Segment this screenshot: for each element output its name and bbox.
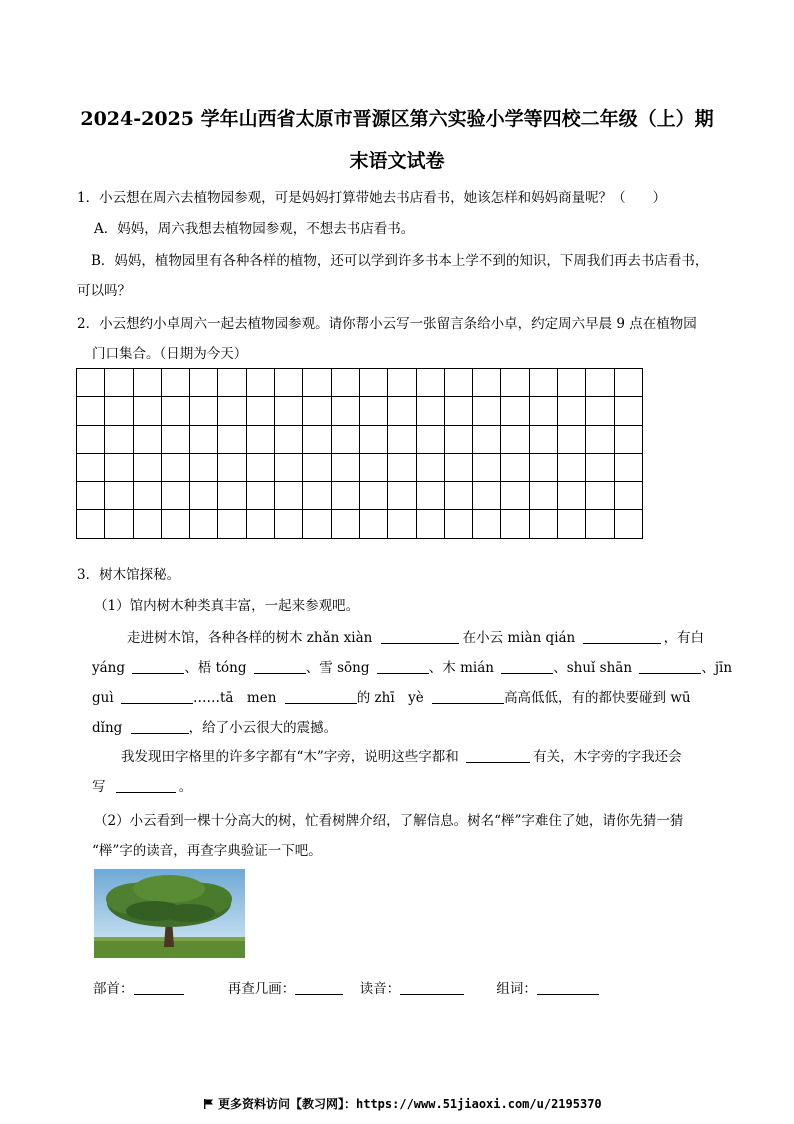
grid-cell[interactable] (359, 369, 387, 397)
grid-cell[interactable] (218, 510, 246, 538)
zuci-blank[interactable] (537, 980, 599, 995)
grid-cell[interactable] (303, 453, 331, 481)
grid-cell[interactable] (190, 425, 218, 453)
grid-cell[interactable] (558, 369, 586, 397)
q1-option-a: A．妈妈，周六我想去植物园参观，不想去书店看书。 (94, 221, 415, 237)
text-segment: guì (92, 690, 114, 706)
answer-blank[interactable] (131, 719, 189, 734)
grid-cell[interactable] (275, 510, 303, 538)
grid-cell[interactable] (77, 369, 105, 397)
grid-cell[interactable] (614, 425, 642, 453)
grid-cell[interactable] (586, 510, 614, 538)
answer-blank[interactable] (583, 629, 661, 644)
grid-cell[interactable] (529, 453, 557, 481)
grid-cell[interactable] (614, 510, 642, 538)
footer[interactable] (204, 1095, 602, 1112)
answer-blank[interactable] (132, 659, 184, 674)
grid-cell[interactable] (190, 397, 218, 425)
bushou-blank[interactable] (134, 980, 184, 995)
grid-cell[interactable] (388, 397, 416, 425)
grid-cell[interactable] (161, 453, 189, 481)
grid-cell[interactable] (133, 425, 161, 453)
text-segment: yáng (92, 660, 126, 676)
grid-cell[interactable] (303, 510, 331, 538)
grid-cell[interactable] (133, 453, 161, 481)
answer-blank[interactable] (121, 689, 193, 704)
grid-row (77, 510, 643, 538)
grid-row (77, 425, 643, 453)
q3-para-line3 (92, 686, 691, 706)
q3-part1-title: （1）馆内树木种类真丰富，一起来参观吧。 (94, 598, 360, 614)
q1-option-b-line2: 可以吗？ (77, 283, 131, 299)
flag-icon (204, 1099, 214, 1109)
grid-cell[interactable] (416, 397, 444, 425)
grid-cell[interactable] (331, 425, 359, 453)
grid-cell[interactable] (529, 397, 557, 425)
grid-cell[interactable] (444, 510, 472, 538)
q3-answer-row (93, 977, 599, 997)
bushou-label: 部首： (93, 981, 134, 997)
answer-blank[interactable] (377, 659, 429, 674)
grid-cell[interactable] (444, 397, 472, 425)
grid-cell[interactable] (303, 425, 331, 453)
grid-cell[interactable] (105, 369, 133, 397)
grid-cell[interactable] (77, 425, 105, 453)
grid-cell[interactable] (105, 397, 133, 425)
grid-cell[interactable] (586, 397, 614, 425)
grid-cell[interactable] (359, 397, 387, 425)
text-segment: 、梧 tóng (184, 660, 247, 676)
q3-part2-line2: “榉”字的读音，再查字典验证一下吧。 (92, 843, 322, 859)
grid-cell[interactable] (388, 453, 416, 481)
grid-cell[interactable] (246, 397, 274, 425)
grid-cell[interactable] (331, 397, 359, 425)
grid-cell[interactable] (303, 482, 331, 510)
text-segment: 高高低低，有的都快要碰到 wū (504, 690, 691, 706)
duyin-label: 读音： (359, 981, 401, 997)
text-segment: ，有白 (663, 630, 705, 646)
grid-cell[interactable] (190, 453, 218, 481)
writing-grid[interactable] (76, 368, 643, 539)
grid-cell[interactable] (473, 369, 501, 397)
text-segment: ……tā men (192, 690, 277, 706)
grid-cell[interactable] (133, 397, 161, 425)
grid-cell[interactable] (275, 453, 303, 481)
grid-cell[interactable] (529, 482, 557, 510)
grid-cell[interactable] (388, 482, 416, 510)
grid-cell[interactable] (416, 425, 444, 453)
grid-cell[interactable] (246, 510, 274, 538)
grid-row (77, 453, 643, 481)
grid-cell[interactable] (77, 510, 105, 538)
grid-cell[interactable] (444, 369, 472, 397)
grid-cell[interactable] (529, 510, 557, 538)
grid-cell[interactable] (359, 453, 387, 481)
grid-cell[interactable] (246, 482, 274, 510)
grid-cell[interactable] (331, 369, 359, 397)
grid-row (77, 397, 643, 425)
text-segment: 、shuǐ shān (553, 660, 633, 676)
q2-stem-line2: 门口集合。（日期为今天） (92, 346, 248, 362)
grid-cell[interactable] (558, 425, 586, 453)
text-segment: 写 (92, 779, 106, 795)
grid-cell[interactable] (303, 369, 331, 397)
text-segment: 走进树木馆，各种各样的树木 zhǎn xiàn (127, 630, 373, 646)
grid-cell[interactable] (246, 453, 274, 481)
grid-cell[interactable] (473, 453, 501, 481)
grid-cell[interactable] (275, 425, 303, 453)
grid-cell[interactable] (275, 482, 303, 510)
grid-cell[interactable] (501, 482, 529, 510)
text-segment: ，给了小云很大的震撼。 (188, 720, 338, 736)
grid-cell[interactable] (501, 453, 529, 481)
duyin-blank[interactable] (400, 980, 464, 995)
grid-cell[interactable] (331, 482, 359, 510)
text-segment: 、jīn (701, 660, 733, 676)
grid-cell[interactable] (190, 369, 218, 397)
exam-title-line2: 末语文试卷 (349, 150, 445, 172)
grid-cell[interactable] (303, 397, 331, 425)
grid-cell[interactable] (501, 369, 529, 397)
grid-cell[interactable] (246, 369, 274, 397)
q2-stem-line1: 2．小云想约小卓周六一起去植物园参观。请你帮小云写一张留言条给小卓，约定周六早晨 9 点在植物园 (77, 316, 697, 332)
exam-title-line1: 2024-2025 学年山西省太原市晋源区第六实验小学等四校二年级（上）期 (80, 108, 714, 130)
grid-cell[interactable] (473, 425, 501, 453)
footer-link-text[interactable]: 更多资料访问【教习网】：https://www.51jiaoxi.com/u/2195370 (218, 1097, 602, 1111)
grid-cell[interactable] (614, 482, 642, 510)
text-segment: 的 zhī yè (356, 690, 424, 706)
text-segment: 、雪 sōng (305, 660, 370, 676)
grid-cell[interactable] (388, 369, 416, 397)
grid-cell[interactable] (416, 453, 444, 481)
answer-blank[interactable] (501, 659, 553, 674)
grid-cell[interactable] (161, 397, 189, 425)
grid-cell[interactable] (190, 510, 218, 538)
grid-cell[interactable] (133, 482, 161, 510)
zuci-label: 组词： (496, 981, 537, 997)
grid-cell[interactable] (444, 425, 472, 453)
q3-para-line2 (92, 656, 732, 676)
grid-cell[interactable] (558, 453, 586, 481)
grid-cell[interactable] (558, 482, 586, 510)
grid-cell[interactable] (586, 369, 614, 397)
grid-cell[interactable] (77, 453, 105, 481)
grid-cell[interactable] (444, 453, 472, 481)
grid-cell[interactable] (331, 510, 359, 538)
grid-cell[interactable] (501, 425, 529, 453)
grid-cell[interactable] (161, 482, 189, 510)
grid-cell[interactable] (218, 453, 246, 481)
grid-cell[interactable] (473, 510, 501, 538)
grid-cell[interactable] (331, 453, 359, 481)
grid-cell[interactable] (586, 425, 614, 453)
text-segment: 有关，木字旁的字我还会 (533, 749, 682, 765)
q1-stem: 1．小云想在周六去植物园参观，可是妈妈打算带她去书店看书，她该怎样和妈妈商量呢？（ ） (77, 190, 667, 206)
grid-cell[interactable] (416, 510, 444, 538)
zaicha-label: 再查几画： (227, 981, 296, 997)
grid-cell[interactable] (586, 453, 614, 481)
grid-cell[interactable] (388, 510, 416, 538)
grid-cell[interactable] (473, 482, 501, 510)
q1-option-b-line1: B．妈妈，植物园里有各种各样的植物，还可以学到许多书本上学不到的知识，下周我们再去书店看书， (91, 253, 709, 269)
text-segment: 、木 mián (428, 660, 494, 676)
q3-para-line1 (127, 626, 704, 646)
grid-cell[interactable] (105, 482, 133, 510)
answer-blank[interactable] (381, 629, 459, 644)
q3-para-line4 (92, 716, 337, 736)
grid-cell[interactable] (586, 482, 614, 510)
tree-image (94, 869, 245, 958)
answer-blank[interactable] (116, 778, 176, 793)
grid-cell[interactable] (529, 369, 557, 397)
grid-cell[interactable] (218, 397, 246, 425)
grid-cell[interactable] (473, 397, 501, 425)
grid-cell[interactable] (105, 510, 133, 538)
q3-para-line5 (121, 745, 682, 765)
zaicha-blank[interactable] (295, 980, 343, 995)
grid-cell[interactable] (218, 482, 246, 510)
grid-cell[interactable] (161, 425, 189, 453)
grid-cell[interactable] (444, 482, 472, 510)
grid-cell[interactable] (190, 482, 218, 510)
grid-cell[interactable] (529, 425, 557, 453)
grid-cell[interactable] (359, 510, 387, 538)
answer-blank[interactable] (285, 689, 357, 704)
grid-cell[interactable] (275, 369, 303, 397)
grid-cell[interactable] (614, 453, 642, 481)
grid-cell[interactable] (77, 397, 105, 425)
q3-stem: 3．树木馆探秘。 (77, 567, 181, 583)
answer-blank[interactable] (639, 659, 701, 674)
grid-cell[interactable] (359, 425, 387, 453)
grid-row (77, 369, 643, 397)
answer-blank[interactable] (466, 748, 530, 763)
answer-blank[interactable] (254, 659, 306, 674)
grid-cell[interactable] (246, 425, 274, 453)
q3-part2-line1: （2）小云看到一棵十分高大的树，忙看树牌介绍，了解信息。树名“榉”字难住了她，请你先猜一猜 (94, 813, 684, 829)
grid-cell[interactable] (558, 397, 586, 425)
grid-cell[interactable] (133, 369, 161, 397)
text-segment: 在小云 miàn qián (462, 630, 576, 646)
grid-cell[interactable] (359, 482, 387, 510)
grid-cell[interactable] (161, 369, 189, 397)
grid-cell[interactable] (218, 425, 246, 453)
grid-cell[interactable] (105, 425, 133, 453)
grid-cell[interactable] (133, 510, 161, 538)
text-segment: 。 (178, 779, 193, 795)
grid-cell[interactable] (77, 482, 105, 510)
grid-row (77, 482, 643, 510)
grid-cell[interactable] (558, 510, 586, 538)
q3-para-line6 (92, 775, 192, 795)
grid-cell[interactable] (218, 369, 246, 397)
grid-cell[interactable] (614, 397, 642, 425)
answer-blank[interactable] (432, 689, 504, 704)
text-segment: 我发现田字格里的许多字都有“木”字旁，说明这些字都和 (121, 749, 459, 765)
grid-cell[interactable] (161, 510, 189, 538)
grid-cell[interactable] (388, 425, 416, 453)
grid-cell[interactable] (501, 510, 529, 538)
grid-cell[interactable] (416, 369, 444, 397)
grid-cell[interactable] (614, 369, 642, 397)
grid-cell[interactable] (105, 453, 133, 481)
grid-cell[interactable] (501, 397, 529, 425)
grid-cell[interactable] (416, 482, 444, 510)
text-segment: dǐng (92, 720, 123, 736)
grid-cell[interactable] (275, 397, 303, 425)
